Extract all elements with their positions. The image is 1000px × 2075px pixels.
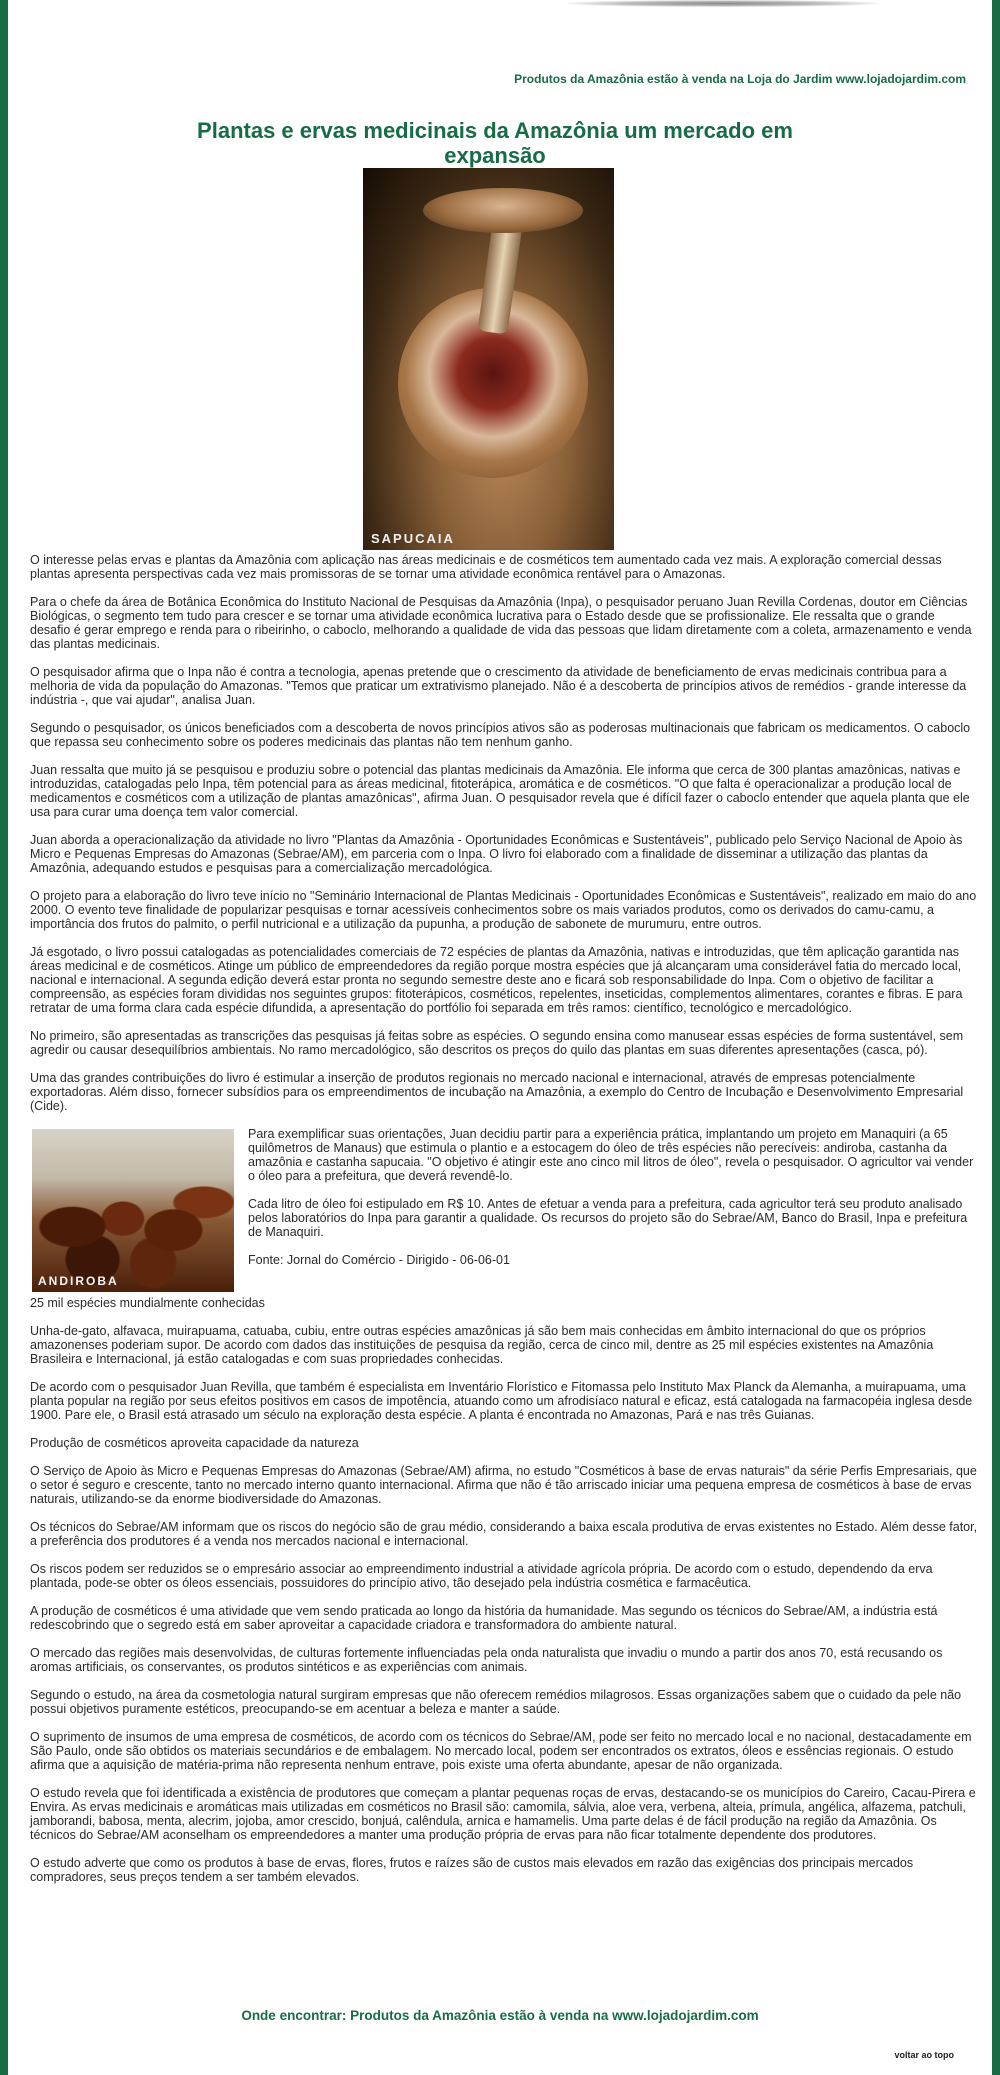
article-title: Plantas e ervas medicinais da Amazônia um mercado em expansão [197, 118, 793, 168]
sapucaia-caption: SAPUCAIA [371, 531, 455, 546]
page [8, 0, 992, 2075]
paragraph: O projeto para a elaboração do livro teve início no "Seminário Internacional de Plantas Medicinais - Oportunidades Econômicas e Sustentáveis", realizado em maio do ano 2000. O evento teve finalidade de popularizar pesquisas e tornar acessíveis conhecimentos sobre os mais variados produtos, como os derivados do camu-camu, a importância dos frutos do palmito, o perfil nutricional e a utilização da pupunha, a produção de sabonete de murumuru, entre outros. [30, 889, 977, 931]
paragraph: Unha-de-gato, alfavaca, muirapuama, catuaba, cubiu, entre outras espécies amazônicas já são bem mais conhecidas em âmbito internacional do que os próprios amazonenses poderiam supor. De acordo com dados das instituições de pesquisa da região, cerca de cinco mil, dentre as 25 mil espécies existentes na Amazônia Brasileira e Internacional, já estão catalogadas e com suas propriedades conhecidas. [30, 1324, 934, 1366]
paragraph: Cada litro de óleo foi estipulado em R$ 10. Antes de efetuar a venda para a prefeitura, cada agricultor terá seu produto analisado pelos laboratórios do Inpa para garantir a qualidade. Os recursos do projeto são do Sebrae/AM, Banco do Brasil, Inpa e prefeitura de Manaquiri. [248, 1197, 968, 1239]
back-to-top-link[interactable]: voltar ao topo [894, 2050, 954, 2060]
subheading: Produção de cosméticos aproveita capacidade da natureza [30, 1436, 359, 1450]
paragraph: Os riscos podem ser reduzidos se o empresário associar ao empreendimento industrial a atividade agrícola própria. De acordo com o estudo, dependendo da erva plantada, pode-se obter os óleos essenciais, possuidores do princípio ativo, tão desejado pela indústria cosmética e farmacêutica. [30, 1562, 933, 1590]
paragraph: Segundo o pesquisador, os únicos beneficiados com a descoberta de novos princípios ativos são as poderosas multinacionais que fabricam os medicamentos. O caboclo que repassa seu conhecimento sobre os poderes medicinais das plantas não tem nenhum ganho. [30, 721, 971, 749]
paragraph: Uma das grandes contribuições do livro é estimular a inserção de produtos regionais no mercado nacional e internacional, através de empresas potencialmente exportadoras. Além disso, fornecer subsídios para os empreendimentos de incubação na Amazônia, a exemplo do Centro de Incubação e Desenvolvimento Empresarial (Cide). [30, 1071, 964, 1113]
paragraph: O pesquisador afirma que o Inpa não é contra a tecnologia, apenas pretende que o crescimento da atividade de beneficiamento de ervas medicinais contribua para a melhoria de vida da população do Amazonas. "Temos que praticar um extrativismo planejado. Não é a descoberta de princípios ativos de remédios - grande interesse da indústria -, que vai ajudar", analisa Juan. [30, 665, 967, 707]
paragraph: O suprimento de insumos de uma empresa de cosméticos, de acordo com os técnicos do Sebrae/AM, pode ser feito no mercado local e no nacional, destacadamente em São Paulo, onde são obtidos os materiais secundários e de embalagem. No mercado local, podem ser encontrados os extratos, óleos e essências regionais. O estudo afirma que a aquisição de matéria-prima não representa nenhum entrave, pois existe uma oferta abundante, apesar de não organizada. [30, 1730, 972, 1772]
paragraph: Segundo o estudo, na área da cosmetologia natural surgiram empresas que não oferecem remédios milagrosos. Essas organizações sabem que o cuidado da pele não possui objetivos puramente estéticos, preocupando-se em acentuar a beleza e manter a saúde. [30, 1688, 962, 1716]
paragraph: A produção de cosméticos é uma atividade que vem sendo praticada ao longo da história da humanidade. Mas segundo os técnicos do Sebrae/AM, a indústria está redescobrindo que o segredo está em saber aproveitar a capacidade criadora e transformadora do ambiente natural. [30, 1604, 938, 1632]
paragraph: Para exemplificar suas orientações, Juan decidiu partir para a experiência prática, implantando um projeto em Manaquiri (a 65 quilômetros de Manaus) que estimula o plantio e a estocagem do óleo de três espécies não perecíveis: andiroba, castanha da amazônia e castanha sapucaia. "O objetivo é atingir este ano cinco mil litros de óleo", revela o pesquisador. O agricultor vai vender o óleo para a prefeitura, que deverá revendê-lo. [248, 1127, 974, 1183]
paragraph: No primeiro, são apresentadas as transcrições das pesquisas já feitas sobre as espécies. O segundo ensina como manusear essas espécies de forma sustentável, sem agredir ou causar desequilíbrios ambientais. No ramo mercadológico, são descritos os preços do quilo das plantas em suas diferentes apresentações (casca, pó). [30, 1029, 964, 1057]
paragraph: De acordo com o pesquisador Juan Revilla, que também é especialista em Inventário Florístico e Fitomassa pelo Instituto Max Planck da Alemanha, a muirapuama, uma planta popular na região por seus efeitos positivos em casos de impotência, atuando como um afrodisíaco natural e eficaz, está catalogada na farmacopéia inglesa desde 1900. Pare ele, o Brasil está atrasado um século na exploração desta espécie. A planta é encontrada no Amazonas, Pará e nas três Guianas. [30, 1380, 973, 1422]
paragraph: O Serviço de Apoio às Micro e Pequenas Empresas do Amazonas (Sebrae/AM) afirma, no estudo "Cosméticos à base de ervas naturais" da série Perfis Empresariais, que o setor é seguro e crescente, tanto no mercado interno quanto internacional. Afirma que não é tão arriscado iniciar uma pequena empresa de cosméticos à base de ervas naturais, utilizando-se da enorme biodiversidade do Amazonas. [30, 1464, 977, 1506]
paragraph: O estudo revela que foi identificada a existência de produtores que começam a plantar pequenas roças de ervas, destacando-se os municípios do Careiro, Cacau-Pirera e Envira. As ervas medicinais e aromáticas mais utilizadas em cosméticos no Brasil são: camomila, sálvia, aloe vera, verbena, alteia, prímula, angélica, alfazema, patchuli, jamborandi, babosa, menta, alecrim, jojoba, amor crescido, bonjuá, calêndula, arnica e hamamelis. Uma parte delas é de fácil produção na região da Amazônia. Os técnicos do Sebrae/AM aconselham os empreendedores a manter uma produção própria de ervas para não ficar totalmente dependente dos produtores. [30, 1786, 976, 1842]
sapucaia-image [363, 168, 614, 550]
paragraph: Para o chefe da área de Botânica Econômica do Instituto Nacional de Pesquisas da Amazônia (Inpa), o pesquisador peruano Juan Revilla Cordenas, doutor em Ciências Biológicas, o segmento tem tudo para crescer e se tornar uma atividade econômica lucrativa para o Estado desde que se profissionalize. Ele ressalta que o grande desafio é gerar emprego e renda para o ribeirinho, o caboclo, melhorando a qualidade de vida das pessoas que lidam diretamente com a coleta, armazenamento e venda das plantas medicinais. [30, 595, 972, 651]
andiroba-caption: ANDIROBA [38, 1274, 119, 1288]
store-footer-link[interactable]: Onde encontrar: Produtos da Amazônia estão à venda na www.lojadojardim.com [241, 2008, 759, 2023]
sapucaia-cap-shape [423, 188, 583, 233]
paragraph: Juan aborda a operacionalização da atividade no livro "Plantas da Amazônia - Oportunidades Econômicas e Sustentáveis", publicado pelo Serviço Nacional de Apoio às Micro e Pequenas Empresas do Amazonas (Sebrae/AM), em parceria com o Inpa. O livro foi elaborado com a finalidade de disseminar a utilização das plantas da Amazônia, adequando estudos e pesquisas para a comercialização mercadológica. [30, 833, 963, 875]
paragraph: O mercado das regiões mais desenvolvidas, de culturas fortemente influenciadas pela onda naturalista que invadiu o mundo a partir dos anos 70, está recusando os aromas artificiais, os conservantes, os produtos sintéticos e as experiências com animais. [30, 1646, 943, 1674]
paragraph: Juan ressalta que muito já se pesquisou e produziu sobre o potencial das plantas medicinais da Amazônia. Ele informa que cerca de 300 plantas amazônicas, nativas e introduzidas, catalogadas pelo Inpa, têm potencial para as áreas medicinal, fitoterápica, aromática e de cosméticos. "O que falta é operacionalizar a produção local de medicamentos e cosméticos com a utilização de plantas amazônicas", afirma Juan. O pesquisador revela que é difícil fazer o caboclo entender que aquela planta que ele usa para curar uma doença tem valor comercial. [30, 763, 970, 819]
subheading: 25 mil espécies mundialmente conhecidas [30, 1296, 265, 1310]
store-banner-link[interactable]: Produtos da Amazônia estão à venda na Loja do Jardim www.lojadojardim.com [514, 72, 966, 86]
paragraph: Os técnicos do Sebrae/AM informam que os riscos do negócio são de grau médio, considerando a baixa escala produtiva de ervas existentes no Estado. Além desse fator, a preferência dos produtores é a venda nos mercados nacional e internacional. [30, 1520, 978, 1548]
paragraph: O interesse pelas ervas e plantas da Amazônia com aplicação nas áreas medicinais e de cosméticos tem aumentado cada vez mais. A exploração comercial dessas plantas apresenta perspectivas cada vez mais promissoras de se tornar uma atividade econômica rentável para o Amazonas. [30, 553, 942, 581]
paragraph: Já esgotado, o livro possui catalogadas as potencialidades comerciais de 72 espécies de plantas da Amazônia, nativas e introduzidas, que têm aplicação garantida nas áreas medicinal e de cosméticos. Atinge um público de empreendedores da região porque mostra espécies que já alcançaram uma considerável fatia do mercado local, nacional e internacional. A segunda edição deverá estar pronta no segundo semestre deste ano e ficará sob responsabilidade do Inpa. Com o objetivo de facilitar a compreensão, as espécies foram divididas nos seguintes grupos: fitoterápicos, cosméticos, repelentes, inseticidas, complementos alimentares, corantes e fibras. E para retratar de uma forma clara cada espécie difundida, a apresentação do portfólio foi separada em três ramos: científico, tecnológico e mercadológico. [30, 945, 963, 1015]
paragraph: O estudo adverte que como os produtos à base de ervas, flores, frutos e raízes são de custos mais elevados em razão das exigências dos principais mercados compradores, seus preços tendem a ser também elevados. [30, 1856, 914, 1884]
article-body [30, 553, 978, 1898]
andiroba-image [32, 1129, 234, 1292]
top-decoration [568, 0, 878, 7]
source-note: Fonte: Jornal do Comércio - Dirigido - 06-06-01 [248, 1253, 510, 1267]
